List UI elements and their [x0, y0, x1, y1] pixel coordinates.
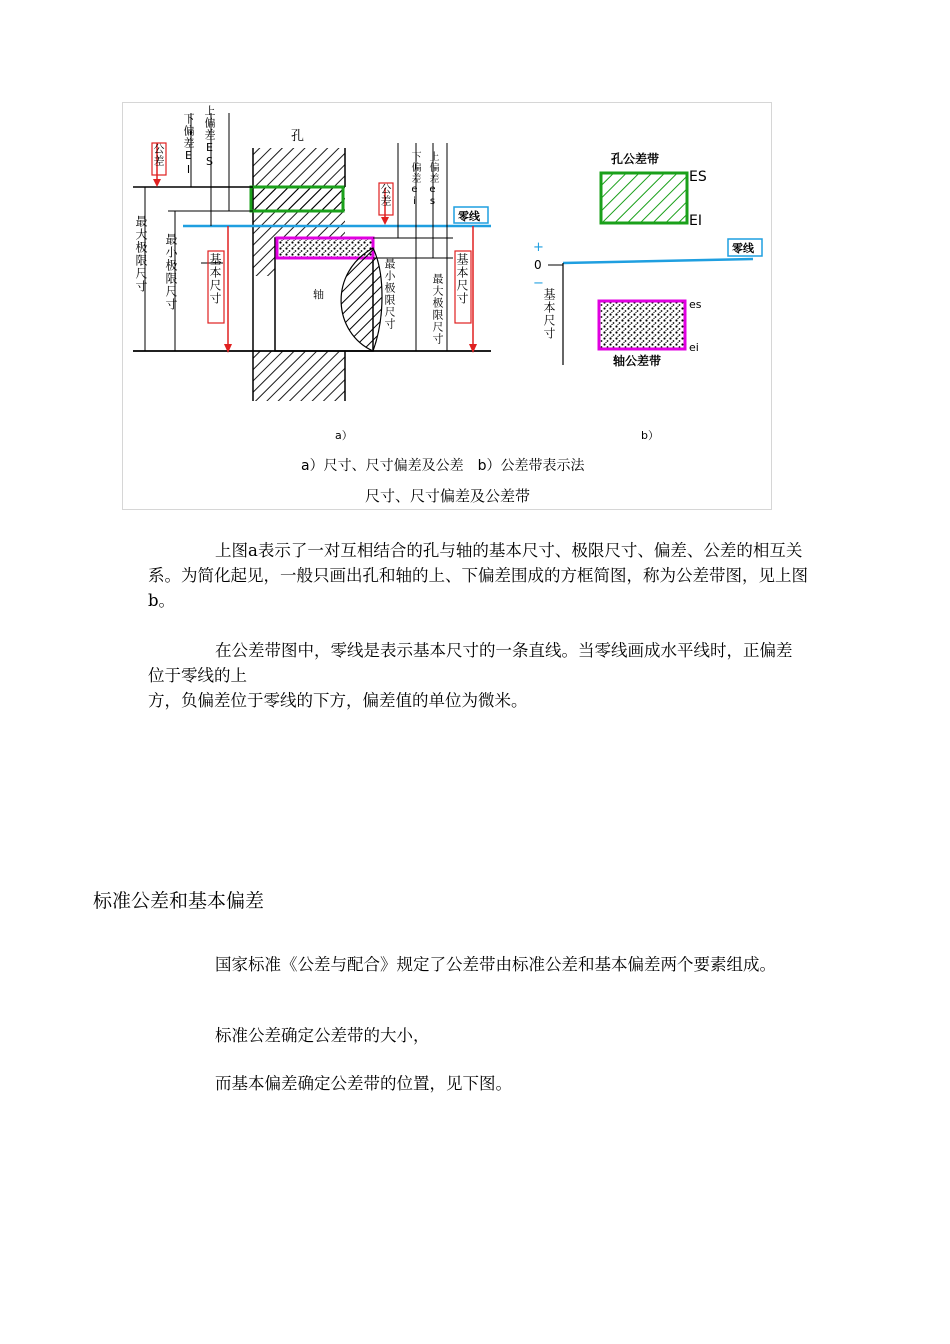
upper-dev-ES-label: 上偏差ES — [203, 105, 216, 169]
shaft-tolerance-zone — [277, 238, 373, 258]
figure-b-label: b） — [641, 429, 659, 442]
paragraph-zero-line-line2: 方，负偏差位于零线的下方，偏差值的单位为微米。 — [148, 691, 528, 710]
shaft-tolerance-zone-b — [599, 301, 685, 349]
lower-dev-ei-label: 下偏差ei — [409, 151, 420, 208]
paragraph-std-tolerance: 标准公差确定公差带的大小， — [215, 1026, 430, 1045]
hole-wall-lower — [253, 351, 345, 401]
shaft-min-limit-label: 最小极限尺寸 — [383, 258, 396, 330]
zero-mark: 0 — [534, 258, 542, 272]
figure-caption: 尺寸、尺寸偏差及公差带 — [365, 487, 531, 505]
section-heading: 标准公差和基本偏差 — [93, 890, 265, 912]
basic-size-label-b: 基本尺寸 — [542, 288, 556, 340]
shaft-max-limit-label: 最大极限尺寸 — [431, 273, 444, 345]
EI-label: EI — [689, 213, 702, 229]
ei-label: ei — [689, 341, 699, 354]
tolerance-diagram — [123, 103, 773, 511]
basic-size-label-left: 基本尺寸 — [208, 253, 222, 305]
es-label: es — [689, 298, 702, 311]
paragraph-basic-deviation: 而基本偏差确定公差带的位置，见下图。 — [215, 1074, 512, 1093]
min-limit-size-label: 最小极限尺寸 — [164, 233, 178, 311]
hole-tolerance-zone-b — [601, 173, 687, 223]
hole-tolerance-zone — [251, 187, 343, 211]
upper-dev-es-label: 上偏差es — [427, 151, 438, 208]
shaft-zone-label: 轴公差带 — [613, 354, 662, 368]
tolerance-figure — [122, 102, 772, 510]
paragraph-standard: 国家标准《公差与配合》规定了公差带由标准公差和基本偏差两个要素组成。 — [215, 955, 776, 974]
zero-line-label-b: 零线 — [732, 242, 754, 255]
figure-a-label: a） — [335, 429, 353, 442]
lower-dev-EI-label: 下偏差EI — [182, 113, 195, 177]
ES-label: ES — [689, 169, 707, 185]
tolerance-label-right: 公差 — [379, 183, 392, 207]
zero-line-label-a: 零线 — [458, 210, 480, 223]
tolerance-label-left: 公差 — [152, 143, 165, 167]
figure-subcaption: a）尺寸、尺寸偏差及公差 b）公差带表示法 — [301, 458, 585, 474]
basic-size-label-right: 基本尺寸 — [455, 253, 469, 305]
paragraph-zero-line — [148, 638, 808, 713]
plus-sign: + — [533, 240, 544, 255]
hole-zone-label: 孔公差带 — [611, 152, 660, 166]
max-limit-size-label: 最大极限尺寸 — [134, 215, 148, 293]
paragraph-zero-line-line1: 在公差带图中，零线是表示基本尺寸的一条直线。当零线画成水平线时，正偏差位于零线的上 — [148, 641, 793, 685]
hole-label: 孔 — [291, 129, 305, 144]
zero-line-b — [563, 259, 753, 263]
paragraph-figure-explanation: 上图a表示了一对互相结合的孔与轴的基本尺寸、极限尺寸、偏差、公差的相互关系。为简化起见，一般只画出孔和轴的上、下偏差围成的方框简图，称为公差带图，见上图b。 — [148, 541, 808, 610]
shaft-label: 轴 — [313, 288, 324, 301]
minus-sign: − — [533, 276, 544, 291]
